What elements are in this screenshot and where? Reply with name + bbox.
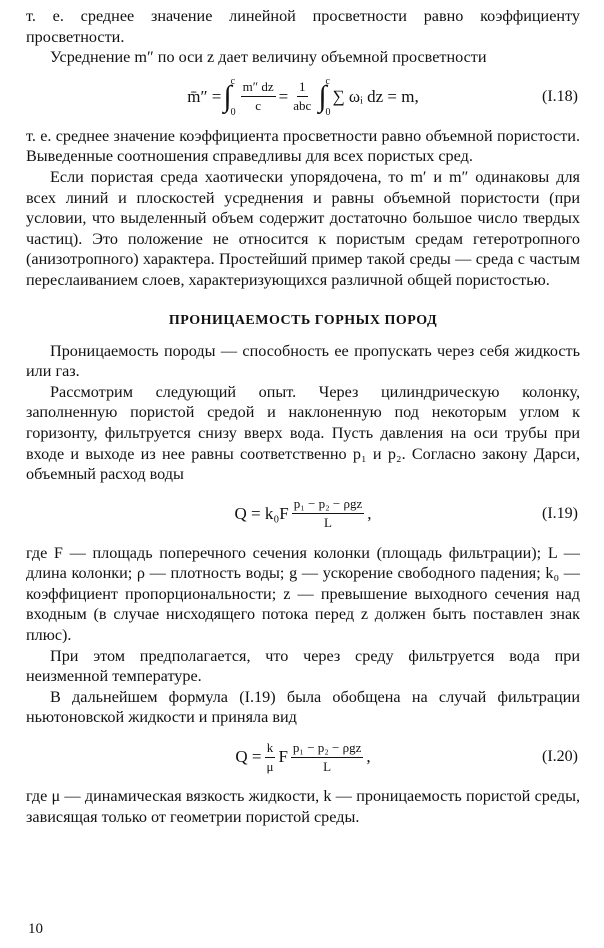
eq20-num: p₁ − p₂ − ρgz: [291, 740, 364, 758]
eq19-lhs: Q = k₀F: [234, 503, 289, 523]
eq19-tail: ,: [367, 503, 372, 523]
eq18-rest: ∑ ωᵢ dz = m,: [332, 86, 419, 106]
paragraph-5: Проницаемость породы — способность ее пропускать через себя жидкость или газ.: [26, 341, 580, 381]
eq18-number: (I.18): [542, 87, 578, 105]
integral-1: ∫ c 0: [223, 75, 236, 118]
paragraph-2: Усреднение m″ по оси z дает величину объемной просветности: [50, 48, 487, 67]
eq20-tail: ,: [366, 747, 371, 767]
paragraph-1: т. е. среднее значение линейной просветности равно коэффициенту просветности.: [26, 7, 580, 46]
eq20-k-frac: [264, 740, 275, 775]
eq18-frac-1: [241, 79, 276, 114]
eq18-upper-1: c: [230, 75, 236, 87]
eq18-frac2-den: abc: [293, 98, 312, 114]
paragraph-3: т. е. среднее значение коэффициента просветности равно объемной пористости. Выведенные соотношения справедливы для всех пористых сред.: [26, 126, 580, 166]
eq20-k-num: k: [265, 740, 276, 758]
paragraph-9: В дальнейшем формула (I.19) была обобщена на случай фильтрации ньютоновской жидкости и приняла вид: [26, 687, 580, 727]
integral-2: ∫ c 0: [318, 75, 331, 118]
eq18-lower-2: 0: [325, 106, 331, 118]
eq18-frac-2: [291, 79, 313, 114]
section-heading: ПРОНИЦАЕМОСТЬ ГОРНЫХ ПОРОД: [168, 312, 438, 328]
eq19-den: L: [324, 515, 332, 531]
eq18-lower-1: 0: [230, 106, 236, 118]
equation-i20: [26, 728, 580, 786]
paragraph-6: Рассмотрим следующий опыт. Через цилиндрическую колонку, заполненную пористой средой и наклоненную под некоторым углом к горизонту, фильтруется снизу вверх вода. Пусть давления на оси трубы при входе и выходе из нее равны соответственно p₁ и p₂. Согласно закону Дарси, объемный расход воды: [26, 382, 580, 484]
eq20-mid: F: [278, 747, 288, 767]
eq19-number: (I.19): [542, 504, 578, 522]
eq18-frac1-num: m″ dz: [241, 79, 276, 97]
eq18-lhs: m̄″ =: [187, 86, 222, 106]
page-number: 10: [28, 921, 43, 937]
paragraph-10: где μ — динамическая вязкость жидкости, k — проницаемость пористой среды, зависящая только от геометрии пористой среды.: [26, 787, 580, 826]
eq20-den: L: [323, 758, 332, 774]
paragraph-8: При этом предполагается, что через среду фильтруется вода при неизменной температуре.: [26, 646, 580, 686]
eq19-num: p₁ − p₂ − ρgz: [292, 496, 365, 514]
eq20-lhs: Q =: [235, 747, 262, 767]
eq18-equals: =: [278, 86, 289, 106]
equation-i18: [26, 68, 580, 126]
eq20-frac: [291, 740, 364, 775]
eq20-k-den: μ: [266, 758, 274, 774]
eq18-upper-2: c: [325, 75, 330, 87]
paragraph-7: где F — площадь поперечного сечения колонки (площадь фильтрации); L — длина колонки; ρ — плотность воды; g — ускорение свободного падения; k₀ — коэффициент пропорциональности; z — превышение выходного сечения над входным (в случае нисходящего потока перед z должен быть поставлен знак плюс).: [26, 543, 580, 645]
eq19-frac: [292, 496, 365, 531]
eq18-frac1-den: c: [255, 98, 262, 114]
eq20-number: (I.20): [542, 748, 578, 766]
paragraph-4: Если пористая среда хаотически упорядочена, то m′ и m″ одинаковы для всех линий и плоскостей усреднения и равны объемной пористости (при условии, что выделенный объем содержит достаточно большое число твердых частиц). Это положение не относится к пористым средам гетеротропного (анизотропного) характера. Простейший пример такой среды — среда с частым переслаиванием слоев, характеризующихся различной общей пористостью.: [26, 167, 580, 289]
eq18-frac2-num: 1: [297, 79, 308, 97]
equation-i19: [26, 485, 580, 543]
